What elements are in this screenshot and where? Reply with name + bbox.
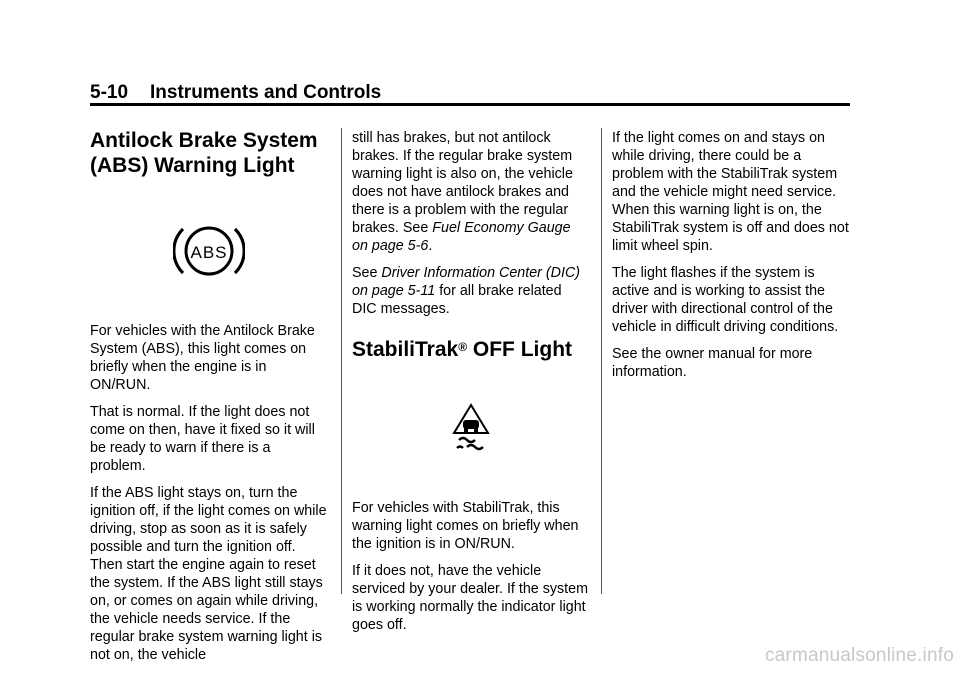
column-1 — [90, 128, 328, 673]
fuel-economy-gauge-link[interactable]: Fuel Economy Gauge on page 5-6 — [352, 220, 571, 254]
abs-section-title: Antilock Brake System (ABS) Warning Light — [90, 129, 318, 177]
paragraph: If it does not, have the vehicle serviced by your dealer. If the system is working normally the indicator light goes off. — [352, 563, 589, 633]
dic-link[interactable]: Driver Information Center (DIC) on page 5-11 — [352, 265, 581, 299]
column-3 — [612, 129, 852, 390]
paragraph: See the owner manual for more information. — [612, 346, 813, 380]
abs-warning-icon — [173, 220, 245, 282]
abs-icon-label: ABS — [190, 243, 228, 262]
stability-control-warning-icon — [451, 402, 491, 456]
paragraph: If the light comes on and stays on while driving, there could be a problem with the StabiliTrak system and the vehicle might need service. When this warning light is on, the StabiliTrak system is off and does not limit wheel spin. — [612, 130, 849, 254]
paragraph: The light flashes if the system is active and is working to assist the driver with directional control of the vehicle in difficult driving conditions. — [612, 265, 839, 335]
paragraph: For vehicles with the Antilock Brake System (ABS), this light comes on briefly when the engine is in ON/RUN. — [90, 323, 315, 393]
abs-warning-icon-container — [90, 220, 328, 282]
paragraph: still has brakes, but not antilock brakes. If the regular brake system warning light is also on, the vehicle does not have antilock brakes and there is a problem with the regular brakes. See Fuel Economy Gauge on page 5-6. — [352, 130, 573, 254]
paragraph: That is normal. If the light does not come on then, have it fixed so it will be ready to warn if there is a problem. — [90, 404, 315, 474]
page-number: 5-10 — [90, 82, 129, 103]
paragraph: See Driver Information Center (DIC) on page 5-11 for all brake related DIC messages. — [352, 265, 581, 317]
stability-control-icon-container — [352, 402, 590, 456]
column-divider — [341, 128, 342, 594]
page-header — [90, 82, 381, 104]
column-divider — [601, 128, 602, 594]
header-rule — [90, 103, 850, 106]
stabilitrak-section-title: StabiliTrak® OFF Light — [352, 338, 573, 361]
section-title: Instruments and Controls — [150, 82, 382, 103]
paragraph: If the ABS light stays on, turn the ignition off, if the light comes on while driving, stop as soon as it is safely possible and turn the ignition off. Then start the engine again to reset the system. If the ABS light still stays on, or comes on again while driving, the vehicle needs service. If the regular brake system warning light is not on, the vehicle — [90, 485, 327, 663]
paragraph: For vehicles with StabiliTrak, this warning light comes on briefly when the ignition is in ON/RUN. — [352, 500, 579, 552]
column-2 — [352, 129, 590, 643]
watermark: carmanualsonline.info — [764, 645, 954, 666]
